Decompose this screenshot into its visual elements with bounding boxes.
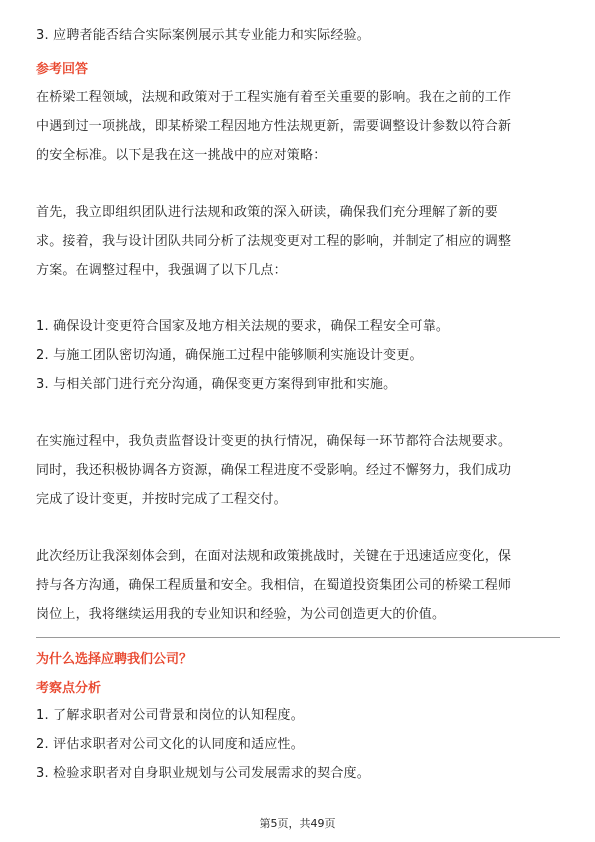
reference-answer-heading: 参考回答: [36, 62, 89, 77]
answer-paragraph-4-line-1: 此次经历让我深刻体会到，在面对法规和政策挑战时，关键在于迅速适应变化，保: [36, 549, 512, 564]
page-number: 第5页，共49页: [259, 817, 336, 830]
section-divider: [36, 637, 560, 638]
answer-paragraph-1-line-1: 在桥梁工程领域，法规和政策对于工程实施有着至关重要的影响。我在之前的工作: [36, 90, 512, 105]
answer-paragraph-3-line-2: 同时，我还积极协调各方资源，确保工程进度不受影响。经过不懈努力，我们成功: [36, 463, 512, 478]
answer-paragraph-1-line-3: 的安全标准。以下是我在这一挑战中的应对策略：: [36, 148, 327, 163]
answer-paragraph-2-line-2: 求。接着，我与设计团队共同分析了法规变更对工程的影响，并制定了相应的调整: [36, 234, 512, 249]
answer-paragraph-3-line-3: 完成了设计变更，并按时完成了工程交付。: [36, 492, 287, 507]
analysis-point-3: 3. 检验求职者对自身职业规划与公司发展需求的契合度。: [36, 766, 370, 781]
interview-question: 为什么选择应聘我们公司？: [36, 652, 193, 667]
strategy-point-1: 1. 确保设计变更符合国家及地方相关法规的要求，确保工程安全可靠。: [36, 319, 450, 334]
evaluation-point-3: 3. 应聘者能否结合实际案例展示其专业能力和实际经验。: [36, 28, 370, 43]
answer-paragraph-2-line-1: 首先，我立即组织团队进行法规和政策的深入研读，确保我们充分理解了新的要: [36, 205, 499, 220]
analysis-heading: 考察点分析: [36, 681, 102, 696]
answer-paragraph-3-line-1: 在实施过程中，我负责监督设计变更的执行情况，确保每一环节都符合法规要求。: [36, 434, 512, 449]
answer-paragraph-4-line-3: 岗位上，我将继续运用我的专业知识和经验，为公司创造更大的价值。: [36, 607, 446, 622]
analysis-point-1: 1. 了解求职者对公司背景和岗位的认知程度。: [36, 708, 304, 723]
answer-paragraph-4-line-2: 持与各方沟通，确保工程质量和安全。我相信，在蜀道投资集团公司的桥梁工程师: [36, 578, 512, 593]
strategy-point-2: 2. 与施工团队密切沟通，确保施工过程中能够顺利实施设计变更。: [36, 348, 423, 363]
answer-paragraph-2-line-3: 方案。在调整过程中，我强调了以下几点：: [36, 263, 287, 278]
strategy-point-3: 3. 与相关部门进行充分沟通，确保变更方案得到审批和实施。: [36, 377, 397, 392]
analysis-point-2: 2. 评估求职者对公司文化的认同度和适应性。: [36, 737, 304, 752]
answer-paragraph-1-line-2: 中遇到过一项挑战，即某桥梁工程因地方性法规更新，需要调整设计参数以符合新: [36, 119, 512, 134]
